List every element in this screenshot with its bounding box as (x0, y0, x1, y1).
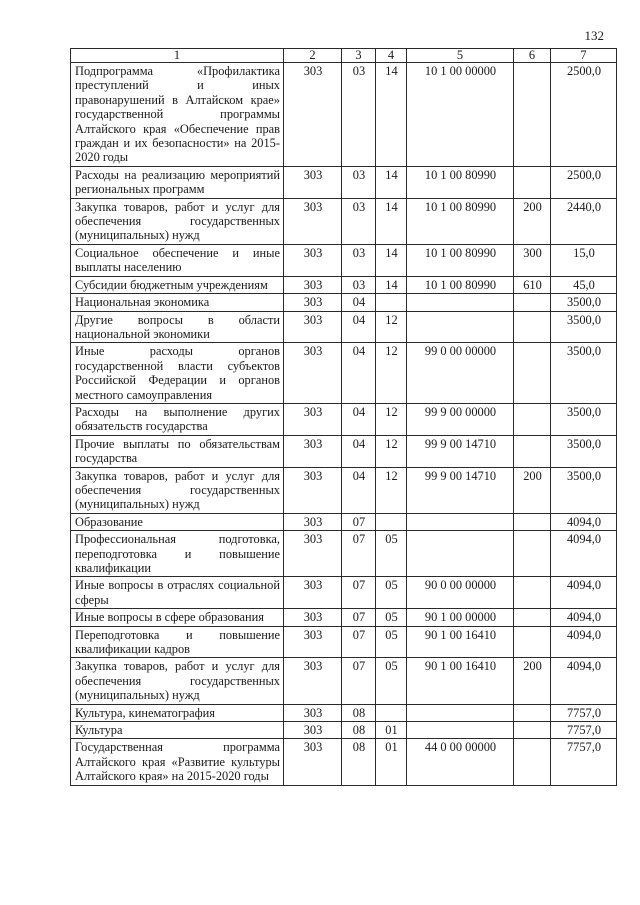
cell-target-article (407, 531, 514, 577)
cell-subsection-code: 05 (376, 626, 407, 658)
cell-subsection-code (376, 294, 407, 311)
cell-name: Расходы на выполнение других обязательств государства (71, 403, 284, 435)
table-row (71, 704, 617, 721)
cell-expense-type (514, 435, 551, 467)
cell-expense-type (514, 294, 551, 311)
cell-name: Социальное обеспечение и иные выплаты населению (71, 244, 284, 276)
cell-section-code: 04 (342, 311, 376, 343)
cell-expense-type (514, 311, 551, 343)
table-row (71, 294, 617, 311)
cell-amount: 4094,0 (551, 658, 617, 704)
cell-grbs-code: 303 (284, 531, 342, 577)
table-row (71, 577, 617, 609)
header-row (71, 49, 617, 63)
table-row (71, 722, 617, 739)
cell-subsection-code: 14 (376, 276, 407, 293)
cell-target-article: 99 9 00 00000 (407, 403, 514, 435)
cell-grbs-code: 303 (284, 658, 342, 704)
cell-grbs-code: 303 (284, 609, 342, 626)
cell-name: Другие вопросы в области национальной экономики (71, 311, 284, 343)
cell-amount: 7757,0 (551, 722, 617, 739)
cell-name: Закупка товаров, работ и услуг для обеспечения государственных (муниципальных) нужд (71, 467, 284, 513)
cell-section-code: 04 (342, 294, 376, 311)
cell-target-article: 10 1 00 80990 (407, 276, 514, 293)
table-row (71, 343, 617, 404)
cell-subsection-code: 01 (376, 739, 407, 785)
column-header-3: 3 (342, 49, 376, 63)
cell-section-code: 07 (342, 609, 376, 626)
cell-target-article: 99 9 00 14710 (407, 435, 514, 467)
cell-grbs-code: 303 (284, 577, 342, 609)
cell-expense-type (514, 722, 551, 739)
cell-amount: 3500,0 (551, 435, 617, 467)
cell-subsection-code (376, 513, 407, 530)
cell-name: Подпрограмма «Профилактика преступлений и иных правонарушений в Алтайском крае» государственной программы Алтайского края «Обеспечение прав граждан и их безопасности» на 2015-2020 годы (71, 63, 284, 167)
cell-name: Профессиональная подготовка, переподготовка и повышение квалификации (71, 531, 284, 577)
cell-target-article (407, 311, 514, 343)
cell-target-article: 10 1 00 80990 (407, 244, 514, 276)
cell-expense-type (514, 609, 551, 626)
cell-subsection-code: 12 (376, 467, 407, 513)
page-number: 132 (584, 28, 604, 43)
cell-target-article: 10 1 00 80990 (407, 198, 514, 244)
cell-target-article: 90 0 00 00000 (407, 577, 514, 609)
cell-amount: 4094,0 (551, 513, 617, 530)
cell-grbs-code: 303 (284, 435, 342, 467)
cell-subsection-code: 14 (376, 244, 407, 276)
cell-amount: 3500,0 (551, 403, 617, 435)
cell-subsection-code: 14 (376, 198, 407, 244)
cell-amount: 7757,0 (551, 739, 617, 785)
cell-amount: 2500,0 (551, 63, 617, 167)
cell-grbs-code: 303 (284, 63, 342, 167)
cell-section-code: 04 (342, 435, 376, 467)
cell-section-code: 08 (342, 722, 376, 739)
table-row (71, 435, 617, 467)
cell-name: Прочие выплаты по обязательствам государства (71, 435, 284, 467)
cell-name: Образование (71, 513, 284, 530)
cell-subsection-code: 12 (376, 403, 407, 435)
cell-grbs-code: 303 (284, 626, 342, 658)
cell-amount: 2440,0 (551, 198, 617, 244)
table-row (71, 531, 617, 577)
table-row (71, 166, 617, 198)
cell-name: Закупка товаров, работ и услуг для обеспечения государственных (муниципальных) нужд (71, 198, 284, 244)
cell-section-code: 07 (342, 626, 376, 658)
cell-subsection-code (376, 704, 407, 721)
cell-name: Национальная экономика (71, 294, 284, 311)
cell-expense-type (514, 403, 551, 435)
cell-name: Расходы на реализацию мероприятий региональных программ (71, 166, 284, 198)
cell-target-article: 90 1 00 16410 (407, 626, 514, 658)
cell-grbs-code: 303 (284, 276, 342, 293)
cell-amount: 3500,0 (551, 311, 617, 343)
cell-expense-type: 200 (514, 658, 551, 704)
cell-amount: 2500,0 (551, 166, 617, 198)
cell-expense-type (514, 166, 551, 198)
cell-expense-type: 200 (514, 198, 551, 244)
table-row (71, 739, 617, 785)
cell-subsection-code: 05 (376, 658, 407, 704)
cell-section-code: 03 (342, 244, 376, 276)
cell-amount: 7757,0 (551, 704, 617, 721)
cell-section-code: 07 (342, 658, 376, 704)
cell-subsection-code: 05 (376, 577, 407, 609)
cell-target-article: 44 0 00 00000 (407, 739, 514, 785)
cell-name: Культура, кинематография (71, 704, 284, 721)
column-header-6: 6 (514, 49, 551, 63)
table-row (71, 311, 617, 343)
table-row (71, 276, 617, 293)
cell-expense-type (514, 626, 551, 658)
cell-amount: 4094,0 (551, 609, 617, 626)
cell-grbs-code: 303 (284, 704, 342, 721)
column-header-1: 1 (71, 49, 284, 63)
cell-grbs-code: 303 (284, 311, 342, 343)
cell-grbs-code: 303 (284, 722, 342, 739)
cell-target-article: 90 1 00 00000 (407, 609, 514, 626)
cell-expense-type (514, 704, 551, 721)
cell-subsection-code: 12 (376, 343, 407, 404)
table-body (71, 63, 617, 786)
cell-section-code: 07 (342, 531, 376, 577)
cell-name: Субсидии бюджетным учреждениям (71, 276, 284, 293)
cell-expense-type (514, 63, 551, 167)
cell-grbs-code: 303 (284, 467, 342, 513)
cell-grbs-code: 303 (284, 739, 342, 785)
cell-name: Иные вопросы в сфере образования (71, 609, 284, 626)
cell-expense-type: 200 (514, 467, 551, 513)
cell-amount: 4094,0 (551, 626, 617, 658)
cell-section-code: 03 (342, 166, 376, 198)
cell-section-code: 04 (342, 403, 376, 435)
cell-grbs-code: 303 (284, 166, 342, 198)
cell-subsection-code: 05 (376, 609, 407, 626)
cell-section-code: 04 (342, 467, 376, 513)
table-header (71, 49, 617, 63)
table-row (71, 609, 617, 626)
cell-subsection-code: 12 (376, 435, 407, 467)
cell-section-code: 04 (342, 343, 376, 404)
cell-target-article: 99 0 00 00000 (407, 343, 514, 404)
table-row (71, 513, 617, 530)
cell-section-code: 03 (342, 276, 376, 293)
table-row (71, 658, 617, 704)
cell-grbs-code: 303 (284, 343, 342, 404)
cell-grbs-code: 303 (284, 198, 342, 244)
cell-expense-type: 610 (514, 276, 551, 293)
table-row (71, 63, 617, 167)
table-row (71, 626, 617, 658)
cell-expense-type (514, 343, 551, 404)
cell-subsection-code: 14 (376, 63, 407, 167)
cell-name: Иные расходы органов государственной власти субъектов Российской Федерации и органов местного самоуправления (71, 343, 284, 404)
cell-target-article (407, 722, 514, 739)
cell-target-article (407, 513, 514, 530)
cell-section-code: 08 (342, 704, 376, 721)
cell-target-article (407, 294, 514, 311)
cell-amount: 3500,0 (551, 467, 617, 513)
cell-section-code: 07 (342, 577, 376, 609)
cell-name: Переподготовка и повышение квалификации кадров (71, 626, 284, 658)
column-header-4: 4 (376, 49, 407, 63)
cell-amount: 3500,0 (551, 343, 617, 404)
cell-name: Культура (71, 722, 284, 739)
cell-name: Государственная программа Алтайского края «Развитие культуры Алтайского края» на 2015-2020 годы (71, 739, 284, 785)
cell-grbs-code: 303 (284, 513, 342, 530)
cell-expense-type (514, 531, 551, 577)
cell-amount: 45,0 (551, 276, 617, 293)
cell-target-article: 10 1 00 00000 (407, 63, 514, 167)
cell-section-code: 07 (342, 513, 376, 530)
column-header-7: 7 (551, 49, 617, 63)
cell-section-code: 03 (342, 198, 376, 244)
table-row (71, 467, 617, 513)
cell-target-article (407, 704, 514, 721)
cell-name: Иные вопросы в отраслях социальной сферы (71, 577, 284, 609)
cell-section-code: 03 (342, 63, 376, 167)
cell-expense-type (514, 739, 551, 785)
cell-target-article: 90 1 00 16410 (407, 658, 514, 704)
budget-table-container (70, 48, 616, 786)
cell-subsection-code: 05 (376, 531, 407, 577)
cell-subsection-code: 14 (376, 166, 407, 198)
table-row (71, 244, 617, 276)
cell-amount: 3500,0 (551, 294, 617, 311)
cell-subsection-code: 12 (376, 311, 407, 343)
cell-grbs-code: 303 (284, 294, 342, 311)
cell-amount: 4094,0 (551, 577, 617, 609)
cell-expense-type (514, 577, 551, 609)
cell-subsection-code: 01 (376, 722, 407, 739)
cell-expense-type (514, 513, 551, 530)
budget-table (70, 48, 617, 786)
cell-target-article: 99 9 00 14710 (407, 467, 514, 513)
cell-section-code: 08 (342, 739, 376, 785)
cell-amount: 4094,0 (551, 531, 617, 577)
cell-name: Закупка товаров, работ и услуг для обеспечения государственных (муниципальных) нужд (71, 658, 284, 704)
column-header-2: 2 (284, 49, 342, 63)
table-row (71, 198, 617, 244)
cell-amount: 15,0 (551, 244, 617, 276)
cell-expense-type: 300 (514, 244, 551, 276)
cell-target-article: 10 1 00 80990 (407, 166, 514, 198)
table-row (71, 403, 617, 435)
column-header-5: 5 (407, 49, 514, 63)
cell-grbs-code: 303 (284, 403, 342, 435)
cell-grbs-code: 303 (284, 244, 342, 276)
